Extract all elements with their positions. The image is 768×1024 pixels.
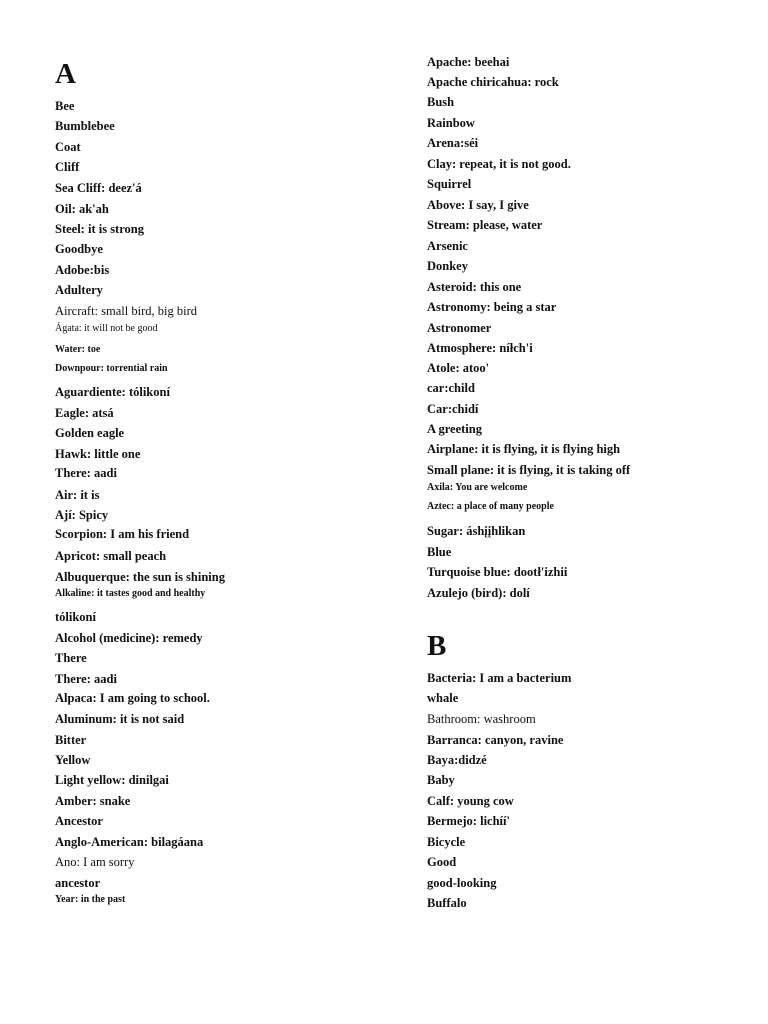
entry: Scorpion: I am his friend	[55, 527, 190, 541]
entry: Ají: Spicy	[55, 508, 109, 522]
entry: whale	[427, 691, 459, 705]
entry: Atmosphere: níłch'i	[427, 341, 533, 355]
entry: Barranca: canyon, ravine	[427, 733, 564, 747]
entry: Blue	[427, 545, 452, 559]
entry: Buffalo	[427, 896, 467, 910]
entry: There: aadi	[55, 466, 117, 480]
entry: Atole: atoo'	[427, 361, 490, 375]
entry: Baya:didzé	[427, 753, 487, 767]
section-letter-a: A	[55, 58, 76, 90]
entry: Bush	[427, 95, 455, 109]
entry: Aluminum: it is not said	[55, 712, 185, 726]
entry: Apricot: small peach	[55, 549, 167, 563]
entry: Water: toe	[55, 344, 101, 355]
entry: Golden eagle	[55, 426, 125, 440]
entry: Light yellow: dinilgai	[55, 773, 169, 787]
entry: Albuquerque: the sun is shining	[55, 570, 225, 584]
entry: Bitter	[55, 733, 87, 747]
entry: Alkaline: it tastes good and healthy	[55, 588, 206, 599]
entry: Air: it is	[55, 488, 100, 502]
entry: Coat	[55, 140, 81, 154]
entry: Squirrel	[427, 177, 472, 191]
entry: Apache: beehai	[427, 55, 510, 69]
entry: Calf: young cow	[427, 794, 514, 808]
entry: Good	[427, 855, 457, 869]
entry: Donkey	[427, 259, 468, 273]
entry: Rainbow	[427, 116, 475, 130]
entry: Stream: please, water	[427, 218, 543, 232]
entry: Alcohol (medicine): remedy	[55, 631, 203, 645]
entry: Steel: it is strong	[55, 222, 144, 236]
entry: Baby	[427, 773, 455, 787]
entry: Downpour: torrential rain	[55, 363, 168, 374]
entry: Bee	[55, 99, 75, 113]
entry: Aztec: a place of many people	[427, 501, 554, 512]
entry: Airplane: it is flying, it is flying high	[427, 442, 621, 456]
entry: Aguardiente: tólikoní	[55, 385, 170, 399]
entry: Bicycle	[427, 835, 466, 849]
entry: Turquoise blue: dootł'izhii	[427, 565, 568, 579]
entry: Ancestor	[55, 814, 103, 828]
entry: Azulejo (bird): dolí	[427, 586, 530, 600]
entry: Car:chidí	[427, 402, 479, 416]
entry: Arena:séi	[427, 136, 479, 150]
entry: Small plane: it is flying, it is taking off	[427, 463, 631, 477]
entry: ancestor	[55, 876, 101, 890]
entry: Apache chiricahua: rock	[427, 75, 559, 89]
entry: Amber: snake	[55, 794, 131, 808]
entry: Bumblebee	[55, 119, 115, 133]
entry: Oil: ak'ah	[55, 202, 109, 216]
entry: There: aadi	[55, 672, 117, 686]
entry: Eagle: atsá	[55, 406, 114, 420]
entry: Asteroid: this one	[427, 280, 522, 294]
section-letter-b: B	[427, 630, 447, 662]
entry: Goodbye	[55, 242, 103, 256]
entry: Aircraft: small bird, big bird	[55, 304, 197, 318]
entry: tólikoní	[55, 610, 96, 624]
entry: Hawk: little one	[55, 447, 141, 461]
entry: Clay: repeat, it is not good.	[427, 157, 571, 171]
entry: Arsenic	[427, 239, 468, 253]
entry: Sea Cliff: deez'á	[55, 181, 142, 195]
entry: Adultery	[55, 283, 103, 297]
entry: car:child	[427, 381, 475, 395]
entry: Sugar: áshįįhlikan	[427, 524, 526, 538]
entry: There	[55, 651, 87, 665]
entry: Adobe:bis	[55, 263, 110, 277]
entry: Bermejo: lichíí'	[427, 814, 510, 828]
entry: Anglo-American: bilagáana	[55, 835, 204, 849]
entry: Bathroom: washroom	[427, 712, 536, 726]
entry: Ano: I am sorry	[55, 855, 135, 869]
entry: Cliff	[55, 160, 80, 174]
entry: Alpaca: I am going to school.	[55, 691, 210, 705]
entry: Above: I say, I give	[427, 198, 529, 212]
entry: Ágata: it will not be good	[55, 323, 158, 334]
entry: A greeting	[427, 422, 482, 436]
entry: Yellow	[55, 753, 91, 767]
entry: good-looking	[427, 876, 497, 890]
entry: Astronomer	[427, 321, 492, 335]
entry: Astronomy: being a star	[427, 300, 557, 314]
entry: Axila: You are welcome	[427, 482, 528, 493]
entry: Year: in the past	[55, 894, 126, 905]
entry: Bacteria: I am a bacterium	[427, 671, 572, 685]
